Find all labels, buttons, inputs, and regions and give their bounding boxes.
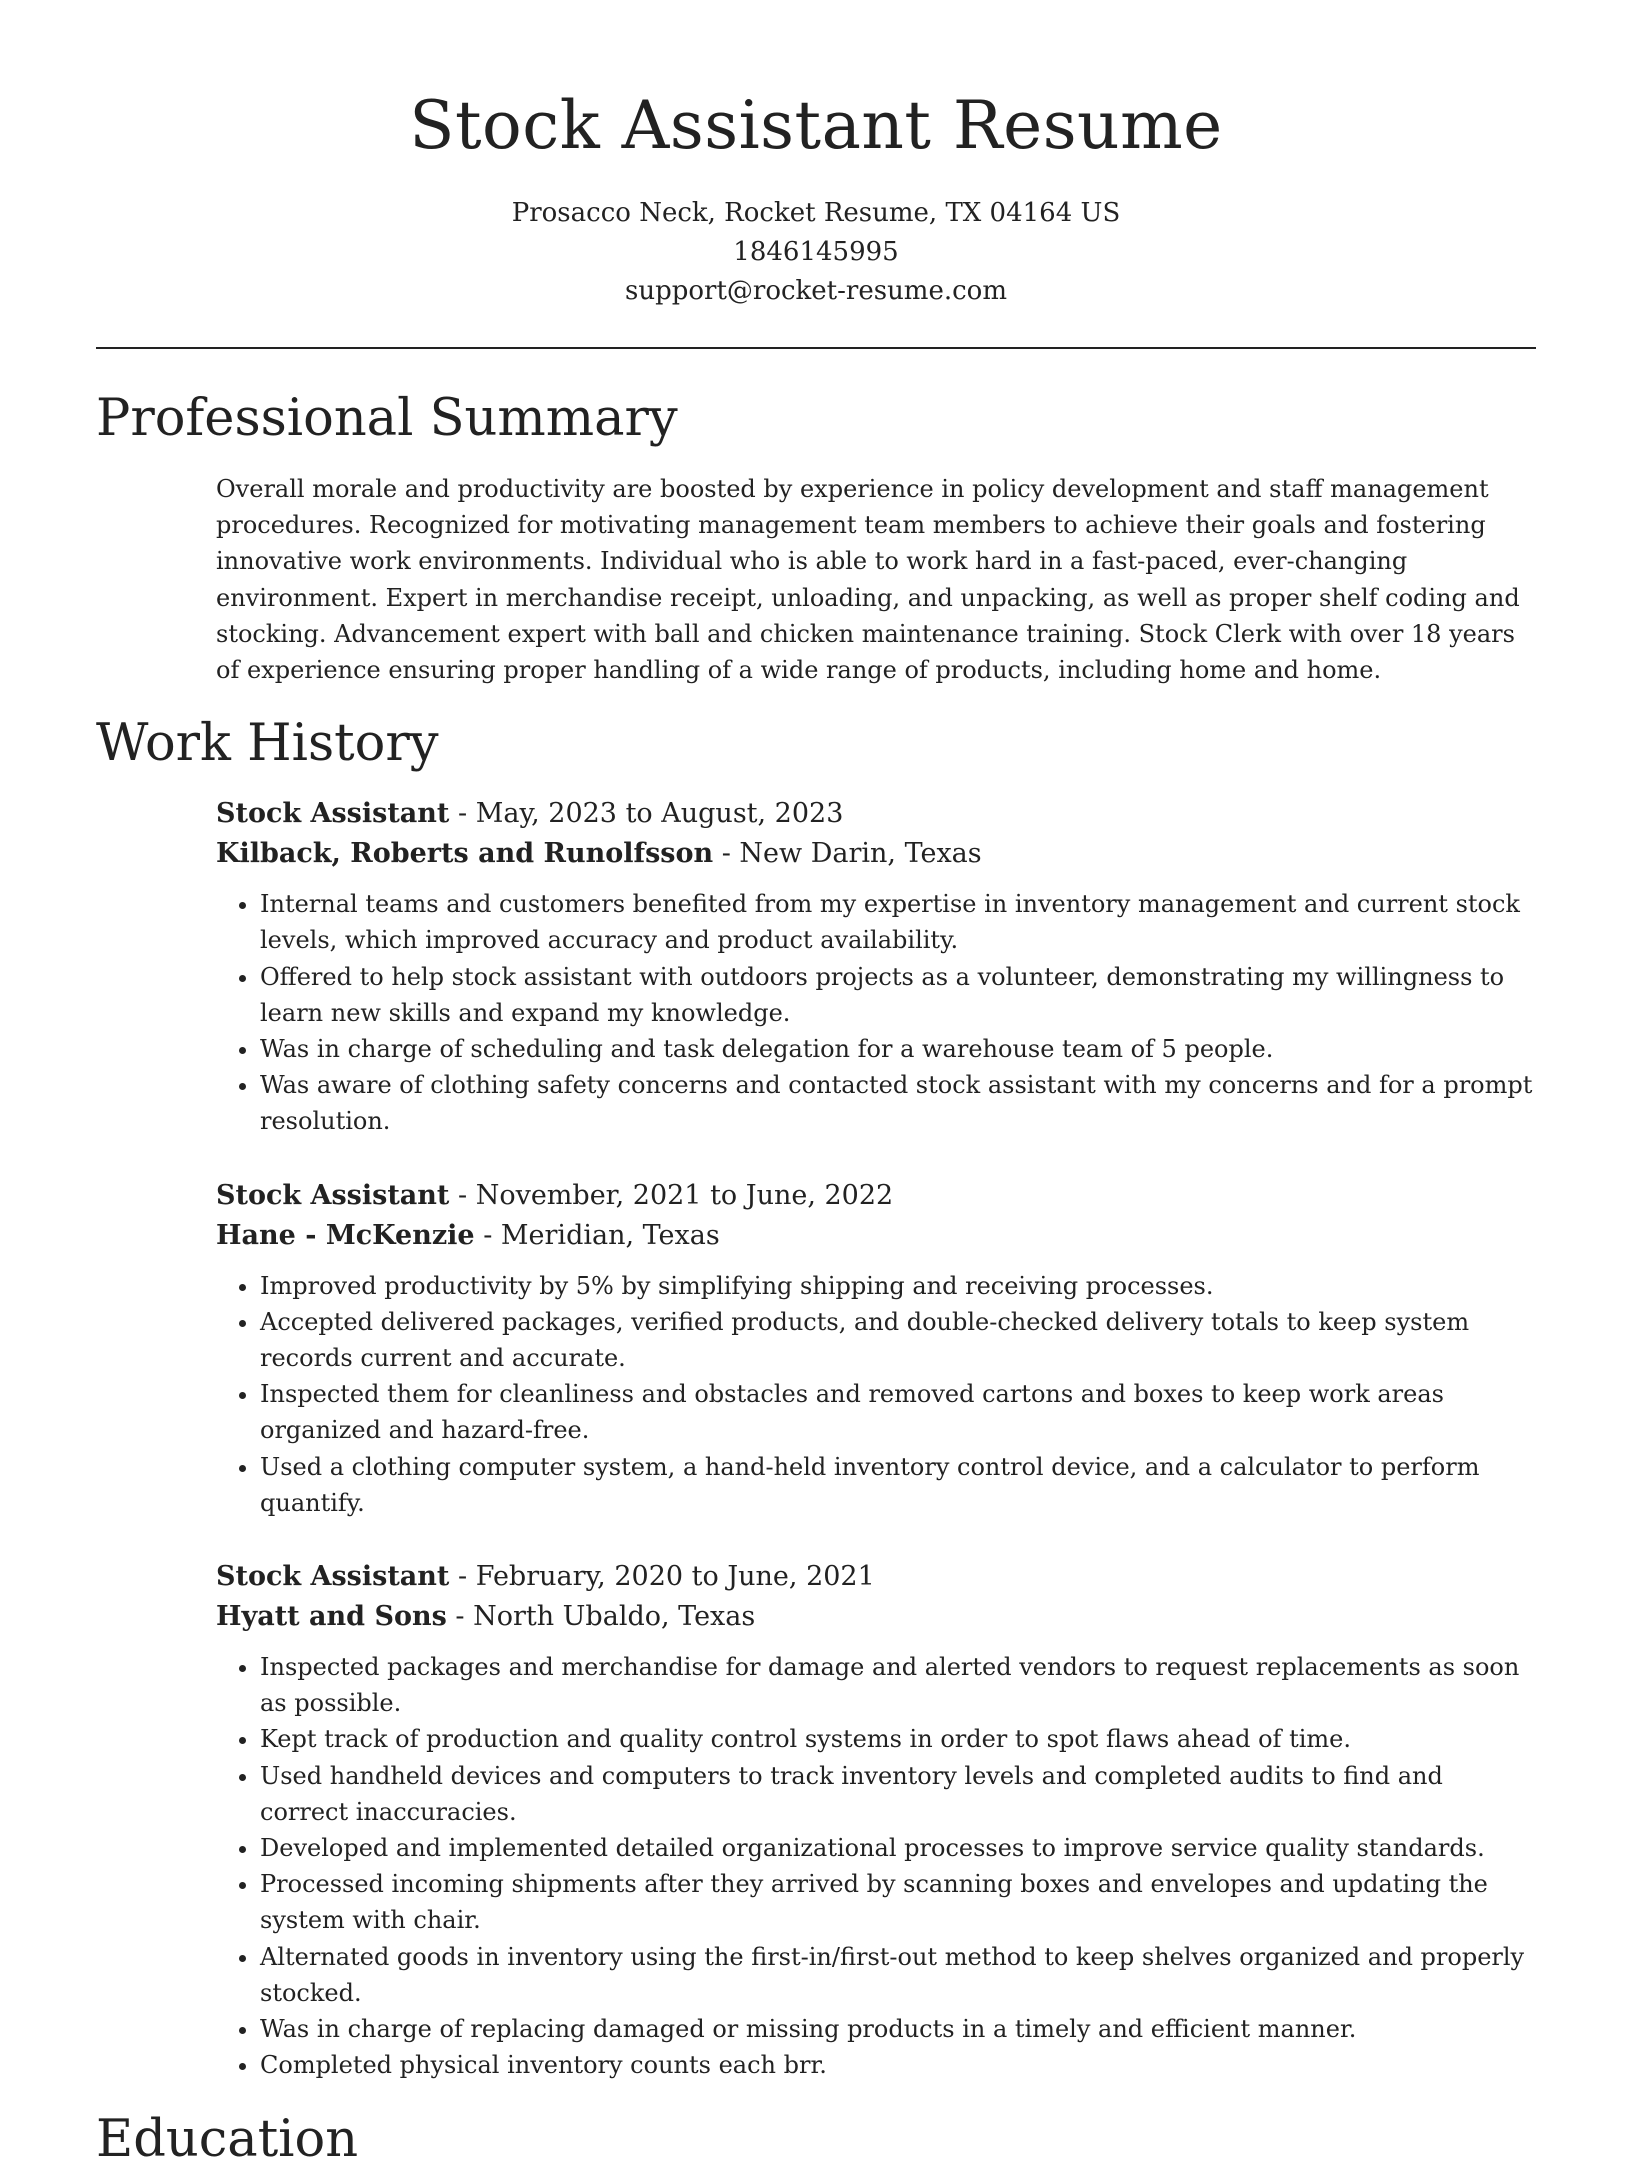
job-bullet: • Used handheld devices and computers to track inventory levels and completed audits to find and correct inaccuracies. xyxy=(260,1758,1536,1830)
work-history-section xyxy=(96,714,1536,2083)
job-bullet: • Inspected them for cleanliness and obstacles and removed cartons and boxes to keep work areas organized and hazard-free. xyxy=(260,1376,1536,1448)
job-bullet: • Processed incoming shipments after they arrived by scanning boxes and envelopes and updating the system with chair. xyxy=(260,1866,1536,1938)
job-location: - Meridian, Texas xyxy=(474,1219,720,1251)
professional-summary-section xyxy=(96,389,1536,688)
job-bullet-list xyxy=(216,1649,1536,2083)
job-title-line xyxy=(216,1176,1536,1216)
resume-title: Stock Assistant Resume xyxy=(409,87,1223,164)
job-bullet: • Developed and implemented detailed organizational processes to improve service quality standards. xyxy=(260,1830,1536,1866)
job-title: Stock Assistant xyxy=(216,1179,450,1211)
job-company-line xyxy=(216,834,1536,874)
job-location: - North Ubaldo, Texas xyxy=(446,1601,756,1633)
section-heading-work-history: Work History xyxy=(96,714,439,774)
job-company: Kilback, Roberts and Runolfsson xyxy=(216,838,714,870)
job-bullet: • Accepted delivered packages, verified products, and double-checked delivery totals to keep system records current and accurate. xyxy=(260,1304,1536,1376)
summary-text: Overall morale and productivity are boosted by experience in policy development and staff management procedures. Recognized for motivating management team members to achieve their goals and fostering innovative work environments. Individual who is able to work hard in a fast-paced, ever-changing environment. Expert in merchandise receipt, unloading, and unpacking, as well as proper shelf coding and stocking. Advancement expert with ball and chicken maintenance training. Stock Clerk with over 18 years of experience ensuring proper handling of a wide range of products, including home and home. xyxy=(216,475,1520,685)
job-bullet: • Was aware of clothing safety concerns and contacted stock assistant with my concerns and for a prompt resolution. xyxy=(260,1067,1536,1139)
job-bullet: • Offered to help stock assistant with outdoors projects as a volunteer, demonstrating my willingness to learn new skills and expand my knowledge. xyxy=(260,959,1536,1031)
job-bullet: • Completed physical inventory counts each brr. xyxy=(260,2047,1536,2083)
job-dates: - November, 2021 to June, 2022 xyxy=(449,1179,894,1211)
job-company-line xyxy=(216,1597,1536,1637)
contact-email: support@rocket-resume.com xyxy=(624,276,1007,306)
job-title-line xyxy=(216,1557,1536,1597)
job-bullet: • Alternated goods in inventory using the first-in/first-out method to keep shelves organized and properly stocked. xyxy=(260,1939,1536,2011)
job-bullet: • Internal teams and customers benefited from my expertise in inventory management and current stock levels, which improved accuracy and product availability. xyxy=(260,886,1536,958)
job-bullet: • Kept track of production and quality control systems in order to spot flaws ahead of time. xyxy=(260,1721,1536,1757)
header-divider xyxy=(96,347,1536,349)
contact-address: Prosacco Neck, Rocket Resume, TX 04164 US xyxy=(511,198,1121,228)
section-heading-summary: Professional Summary xyxy=(96,389,678,448)
job-title-line xyxy=(216,794,1536,834)
job-location: - New Darin, Texas xyxy=(713,838,982,870)
job-bullet: • Was in charge of scheduling and task delegation for a warehouse team of 5 people. xyxy=(260,1031,1536,1067)
job-bullet-list xyxy=(216,886,1536,1139)
job-bullet: • Improved productivity by 5% by simplifying shipping and receiving processes. xyxy=(260,1268,1536,1304)
contact-phone: 1846145995 xyxy=(733,237,899,267)
job-entry xyxy=(216,1557,1536,2083)
job-company: Hyatt and Sons xyxy=(216,1601,447,1633)
job-entry xyxy=(216,1176,1536,1521)
job-bullet: • Was in charge of replacing damaged or missing products in a timely and efficient manner. xyxy=(260,2011,1536,2047)
job-title: Stock Assistant xyxy=(216,1561,450,1593)
job-company-line xyxy=(216,1216,1536,1256)
job-bullet-list xyxy=(216,1268,1536,1521)
job-bullet: • Inspected packages and merchandise for damage and alerted vendors to request replacements as soon as possible. xyxy=(260,1649,1536,1721)
job-entry xyxy=(216,794,1536,1139)
job-dates: - May, 2023 to August, 2023 xyxy=(449,798,844,830)
section-heading-education: Education xyxy=(96,2109,359,2169)
education-section xyxy=(96,2110,1536,2170)
contact-block xyxy=(96,194,1536,311)
job-company: Hane - McKenzie xyxy=(216,1219,475,1251)
job-title: Stock Assistant xyxy=(216,798,450,830)
job-bullet: • Used a clothing computer system, a hand-held inventory control device, and a calculator to perform quantify. xyxy=(260,1449,1536,1521)
job-dates: - February, 2020 to June, 2021 xyxy=(449,1561,875,1593)
